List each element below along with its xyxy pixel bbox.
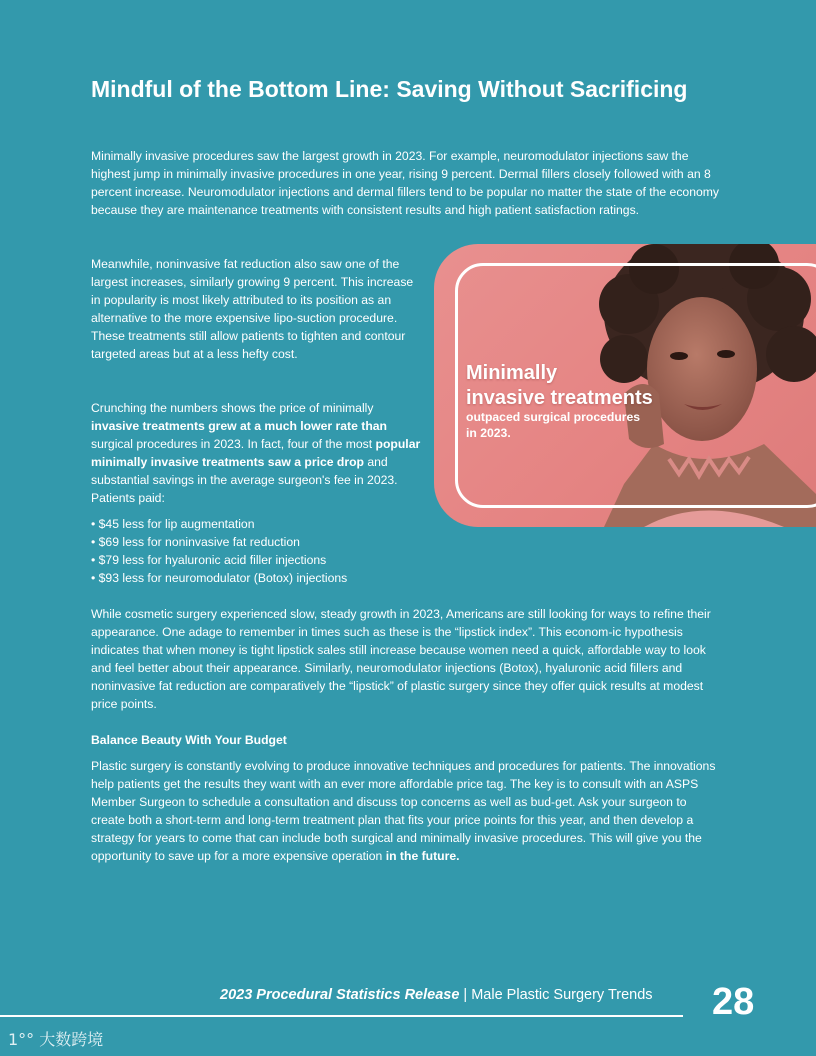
callout-title: [466, 361, 653, 411]
paragraph-fat-reduction: Meanwhile, noninvasive fat reduction also saw one of the largest increases, similarly growing 9 percent. This increase in popularity is most likely attributed to its position as an alternative to the more expensive lipo-suction procedure. These treatments still allow patients to tighten and contour targeted areas but at a less hefty cost.: [91, 257, 414, 361]
footer-separator: |: [459, 987, 472, 1003]
callout-title-line: invasive treatments: [466, 387, 653, 409]
footer-text: [220, 985, 682, 1005]
paragraph-price-comparison: [91, 399, 421, 507]
page-title: Mindful of the Bottom Line: Saving Without Sacrificing: [91, 76, 688, 102]
callout-subtitle: [466, 409, 640, 441]
watermark-logo: 1°° 大数跨境: [8, 1030, 104, 1049]
savings-list: [91, 515, 411, 587]
footer-release: 2023 Procedural Statistics Release: [220, 987, 460, 1003]
paragraph-text: surgical procedures in 2023. In fact, four of the most: [91, 437, 376, 451]
paragraph-minimally-invasive-growth: Minimally invasive procedures saw the largest growth in 2023. For example, neuromodulator injections saw the highest jump in minimally invasive procedures in one year, rising 9 percent. Dermal fillers closely followed with an 8 percent increase. Neuromodulator injections and dermal fillers tend to be popular no matter the state of the economy because they are maintenance treatments with consistent results and high patient satisfaction ratings.: [91, 149, 720, 217]
paragraph-lipstick-index: While cosmetic surgery experienced slow, steady growth in 2023, Americans are still looking for ways to refine their appearance. One adage to remember in times such as these is the “lipstick index”. This econom-ic hypothesis indicates that when money is tight lipstick sales still increase because women need a quick, affordable way to look and feel better about their appearance. Similarly, neuromodulator injections (Botox), hyaluronic acid fillers and noninvasive fat reduction are comparatively the “lipstick” of plastic surgery since they offer quick results at modest price points.: [91, 607, 711, 711]
callout-subtitle-line: outpaced surgical procedures: [466, 410, 641, 424]
list-item: • $79 less for hyaluronic acid filler injections: [91, 551, 411, 569]
page-number: 28: [712, 981, 755, 1023]
paragraph-balance-budget: [91, 757, 723, 865]
callout-title-line: Minimally: [466, 362, 558, 384]
highlight-lower-rate: invasive treatments grew at a much lower rate than: [91, 419, 387, 433]
paragraph-text: Plastic surgery is constantly evolving to produce innovative techniques and procedures for patients. The innovations help patients get the results they want with an ever more affordable price tag. The key is to consult with an ASPS Member Surgeon to schedule a consultation and discuss top concerns as well as bud-get. Ask your surgeon to create both a short-term and long-term treatment plan that fits your price points for this year, and then develop a strategy for years to come that can include both surgical and minimally invasive procedures. This will give you the opportunity to save up for a more expensive operation: [91, 759, 716, 863]
highlight-future: in the future.: [385, 849, 460, 863]
highlight-price-drop: popular minimally invasive treatments saw a price drop: [91, 437, 421, 469]
list-item: • $69 less for noninvasive fat reduction: [91, 533, 411, 551]
callout-card: [434, 244, 816, 527]
paragraph-text: Crunching the numbers shows the price of minimally: [91, 401, 374, 415]
paragraph-text: and substantial savings in the average surgeon's fee in 2023. Patients paid:: [91, 455, 398, 505]
list-item: • $93 less for neuromodulator (Botox) injections: [91, 569, 411, 587]
list-item: • $45 less for lip augmentation: [91, 515, 411, 533]
callout-subtitle-line: in 2023.: [466, 426, 511, 440]
footer-section: Male Plastic Surgery Trends: [471, 987, 653, 1003]
footer-divider: [0, 1015, 683, 1017]
section-heading: Balance Beauty With Your Budget: [91, 733, 287, 747]
